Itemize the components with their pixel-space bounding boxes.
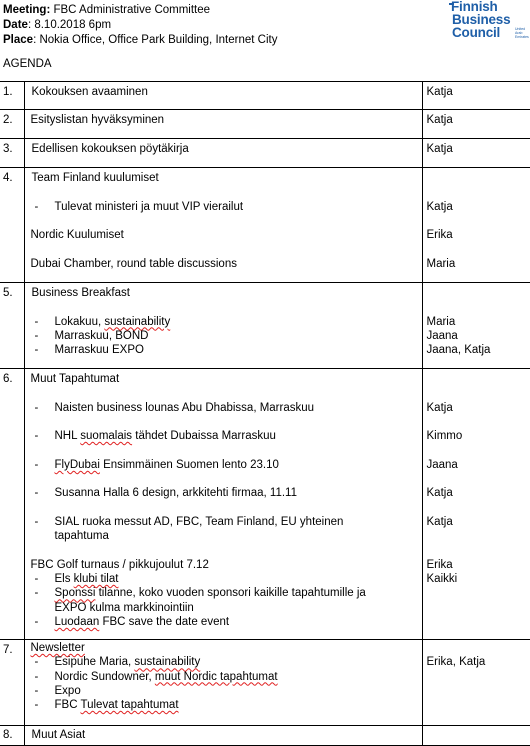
- item-title: Kokouksen avaaminen: [25, 85, 422, 99]
- sub-item: - Nordic Sundowner, muut Nordic tapahtumat: [25, 670, 422, 684]
- logo-tagline: United Arab Emirates: [515, 28, 530, 39]
- agenda-row-1: [0, 82, 530, 110]
- item-owner: Kaikki: [427, 572, 530, 586]
- item-owner: Katja: [427, 515, 530, 529]
- meeting-value: FBC Administrative Committee: [50, 4, 210, 16]
- item-owner: Katja: [422, 110, 530, 139]
- fbc-logo: [451, 0, 526, 42]
- date-line: [3, 18, 111, 33]
- place-line: [3, 33, 277, 48]
- item-owner: Erika, Katja: [427, 655, 530, 669]
- item-title: Business Breakfast: [25, 286, 422, 300]
- agenda-row-2: [0, 110, 530, 139]
- sub-item: Nordic Kuulumiset: [25, 228, 422, 242]
- item-owner: Jaana: [427, 329, 530, 343]
- sub-item: - Esipuhe Maria, sustainability: [25, 655, 422, 669]
- agenda-row-5: [0, 283, 530, 369]
- agenda-row-8: [0, 726, 530, 746]
- item-owner: Katja: [422, 82, 530, 110]
- item-owner: Katja: [427, 200, 530, 214]
- item-number: 2.: [0, 110, 24, 139]
- item-owner: Jaana, Katja: [427, 343, 530, 357]
- place-label: Place: [3, 34, 33, 46]
- item-owner: Erika: [427, 228, 530, 242]
- item-owner: Maria: [427, 257, 530, 271]
- item-owner: Erika: [427, 558, 530, 572]
- logo-line3: Council: [452, 26, 500, 40]
- agenda-row-7: [0, 640, 530, 726]
- item-number: 7.: [0, 640, 24, 726]
- item-number: 3.: [0, 139, 24, 168]
- sub-item: - Naisten business lounas Abu Dhabissa, Marraskuu: [25, 401, 422, 415]
- sub-item: Dubai Chamber, round table discussions: [25, 257, 422, 271]
- logo-line2: Business: [452, 13, 510, 27]
- agenda-table: [0, 81, 530, 746]
- item-number: 6.: [0, 369, 24, 640]
- item-owner: Kimmo: [427, 429, 530, 443]
- date-value: : 8.10.2018 6pm: [28, 19, 111, 31]
- agenda-heading: AGENDA: [3, 57, 52, 72]
- sub-item: - FBC Tulevat tapahtumat: [25, 698, 422, 712]
- item-owner: Katja: [422, 139, 530, 168]
- sub-item: - Susanna Halla 6 design, arkkitehti firmaa, 11.11: [25, 486, 422, 500]
- item-title: Newsletter: [25, 641, 422, 655]
- sub-item: - NHL suomalais tähdet Dubaissa Marraskuu: [25, 429, 422, 443]
- sub-item: - Els klubi tilat: [25, 572, 422, 586]
- item-owner: Maria: [427, 315, 530, 329]
- logo-line1: Finnish: [451, 0, 498, 14]
- item-number: 5.: [0, 283, 24, 369]
- meeting-line: [3, 3, 210, 18]
- sub-item: - Sponssi tilanne, koko vuoden sponsori kaikille tapahtumille ja EXPO kulma markkinointiin: [25, 586, 422, 615]
- sub-item: - Expo: [25, 684, 422, 698]
- item-number: 8.: [0, 726, 24, 746]
- date-label: Date: [3, 19, 28, 31]
- meeting-label: Meeting:: [3, 4, 50, 16]
- sub-item: - SIAL ruoka messut AD, FBC, Team Finland, EU yhteinen tapahtuma: [25, 515, 422, 544]
- item-title: Edellisen kokouksen pöytäkirja: [25, 142, 422, 156]
- item-owner: Katja: [427, 401, 530, 415]
- place-value: : Nokia Office, Office Park Building, Internet City: [33, 34, 277, 46]
- item-title: Muut Tapahtumat: [25, 372, 422, 386]
- agenda-row-3: [0, 139, 530, 168]
- agenda-row-4: [0, 168, 530, 283]
- item-number: 1.: [0, 82, 24, 110]
- sub-item: - Lokakuu, sustainability: [25, 315, 422, 329]
- sub-item: - FlyDubai Ensimmäinen Suomen lento 23.10: [25, 458, 422, 472]
- sub-item: - Marraskuu EXPO: [25, 343, 422, 357]
- agenda-row-6: [0, 369, 530, 640]
- item-owner: Katja: [427, 486, 530, 500]
- item-number: 4.: [0, 168, 24, 283]
- sub-item-golf: FBC Golf turnaus / pikkujoulut 7.12: [25, 558, 422, 572]
- item-title: Esityslistan hyväksyminen: [25, 113, 422, 127]
- sub-item: - Luodaan FBC save the date event: [25, 615, 422, 629]
- item-owner: Jaana: [427, 458, 530, 472]
- item-title: Muut Asiat: [25, 728, 422, 742]
- sub-item: - Tulevat ministeri ja muut VIP vierailut: [25, 200, 422, 214]
- item-title: Team Finland kuulumiset: [25, 171, 422, 185]
- sub-item: - Marraskuu, BOND: [25, 329, 422, 343]
